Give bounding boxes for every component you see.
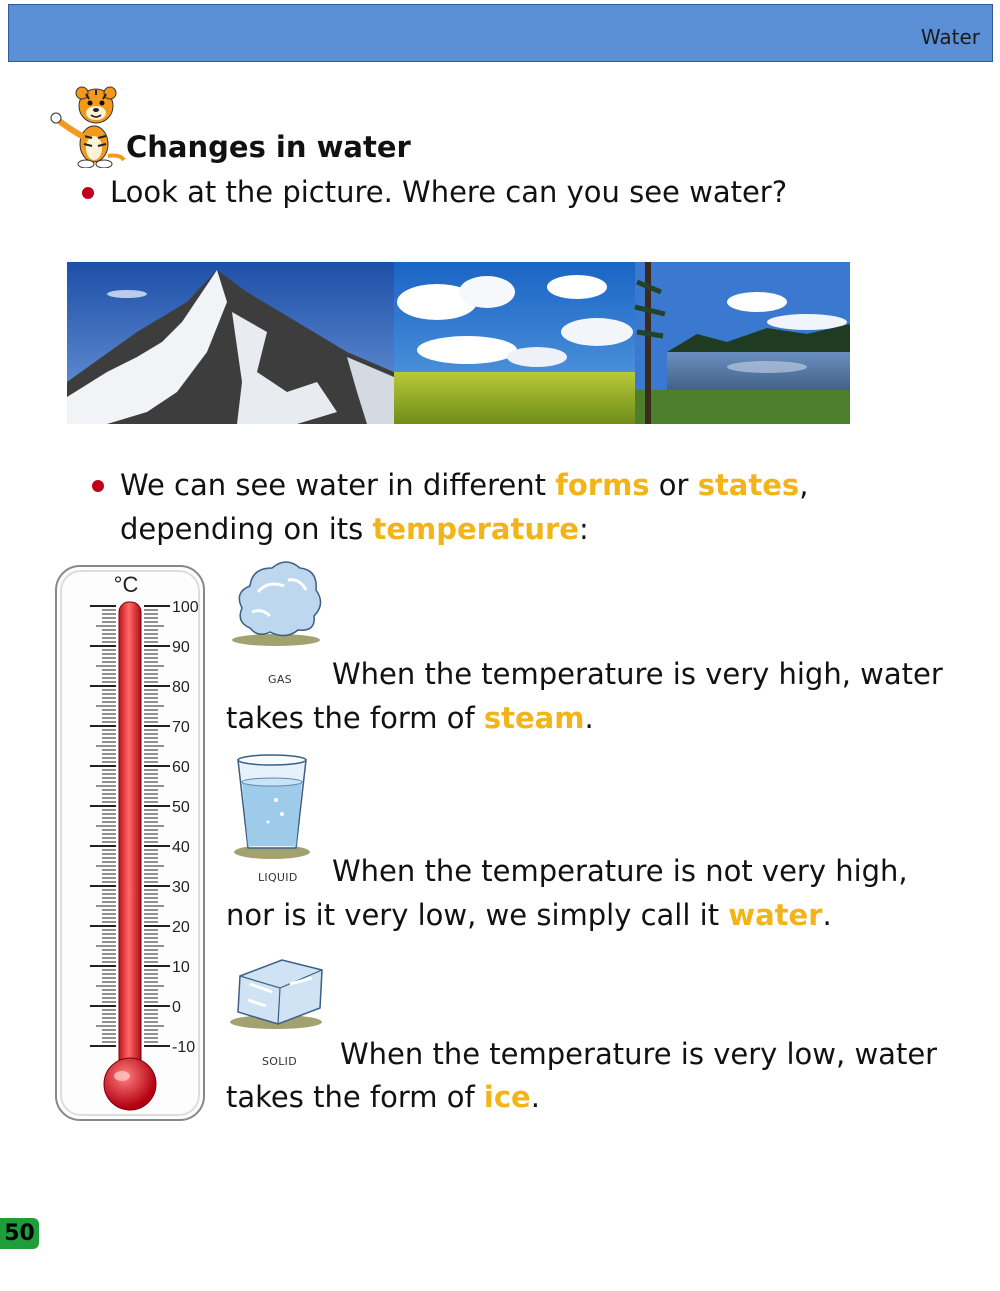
solid-label: SOLID — [262, 1055, 297, 1068]
bullet-states-of-water — [92, 463, 832, 551]
intro-or: or — [649, 468, 698, 502]
thermometer-tick-label: 100 — [172, 599, 199, 616]
ice-cube-icon — [226, 954, 330, 1032]
steam-text: takes the form of — [226, 701, 484, 735]
intro-comma: , — [799, 468, 809, 502]
water-description-line2 — [226, 893, 832, 937]
thermometer-tick-label: 90 — [172, 639, 190, 656]
thermometer-tick-label: 30 — [172, 879, 190, 896]
intro-part1: We can see water in different — [120, 468, 556, 502]
section-title: Changes in water — [126, 130, 411, 164]
page-header — [8, 4, 993, 62]
water-glass-icon — [230, 752, 320, 864]
bullet-text: Look at the picture. Where can you see water? — [110, 175, 788, 209]
header-title: Water — [920, 25, 980, 49]
bullet-look-at-picture — [82, 170, 787, 214]
liquid-label: LIQUID — [258, 871, 298, 884]
bullet-dot-icon — [82, 187, 94, 199]
thermometer-tick-label: 40 — [172, 839, 190, 856]
ice-description-line1: When the temperature is very low, water — [340, 1037, 938, 1071]
gas-label: GAS — [268, 673, 292, 686]
thermometer-tick-label: 70 — [172, 719, 190, 736]
highlight-ice: ice — [483, 1080, 531, 1114]
states-intro-text — [120, 463, 832, 507]
water-description-line1: When the temperature is not very high, — [332, 854, 908, 888]
thermometer-tick-label: 60 — [172, 759, 190, 776]
steam-period: . — [584, 701, 594, 735]
steam-description-line1: When the temperature is very high, water — [332, 657, 943, 691]
page-number: 50 — [0, 1218, 39, 1249]
thermometer-tick-label: 10 — [172, 959, 190, 976]
highlight-forms: forms — [555, 468, 650, 502]
water-text: nor is it very low, we simply call it — [226, 898, 729, 932]
steam-description-line2 — [226, 696, 594, 740]
water-landscape-photos — [67, 262, 850, 424]
water-period: . — [822, 898, 832, 932]
thermometer-tick-label: 0 — [172, 999, 181, 1016]
highlight-temperature: temperature — [372, 512, 579, 546]
intro-colon: : — [578, 512, 589, 546]
steam-cloud-icon — [228, 556, 328, 652]
thermometer-tick-label: -10 — [172, 1039, 196, 1056]
highlight-steam: steam — [483, 701, 585, 735]
clouds-field-photo — [394, 262, 635, 424]
snowy-mountain-photo — [67, 262, 394, 424]
tiger-mascot-icon — [48, 84, 126, 168]
bullet-dot-icon — [92, 480, 104, 492]
thermometer-tick-label: 20 — [172, 919, 190, 936]
forest-lake-photo — [635, 262, 850, 424]
thermometer-icon — [54, 564, 206, 1122]
ice-text: takes the form of — [226, 1080, 484, 1114]
thermometer-unit: °C — [113, 572, 139, 597]
thermometer-tick-label: 50 — [172, 799, 190, 816]
ice-description-line2 — [226, 1075, 540, 1119]
ice-period: . — [530, 1080, 540, 1114]
highlight-water: water — [728, 898, 823, 932]
highlight-states: states — [697, 468, 800, 502]
states-intro-text-line2 — [120, 507, 832, 551]
thermometer-tick-label: 80 — [172, 679, 190, 696]
intro-part2: depending on its — [120, 512, 373, 546]
